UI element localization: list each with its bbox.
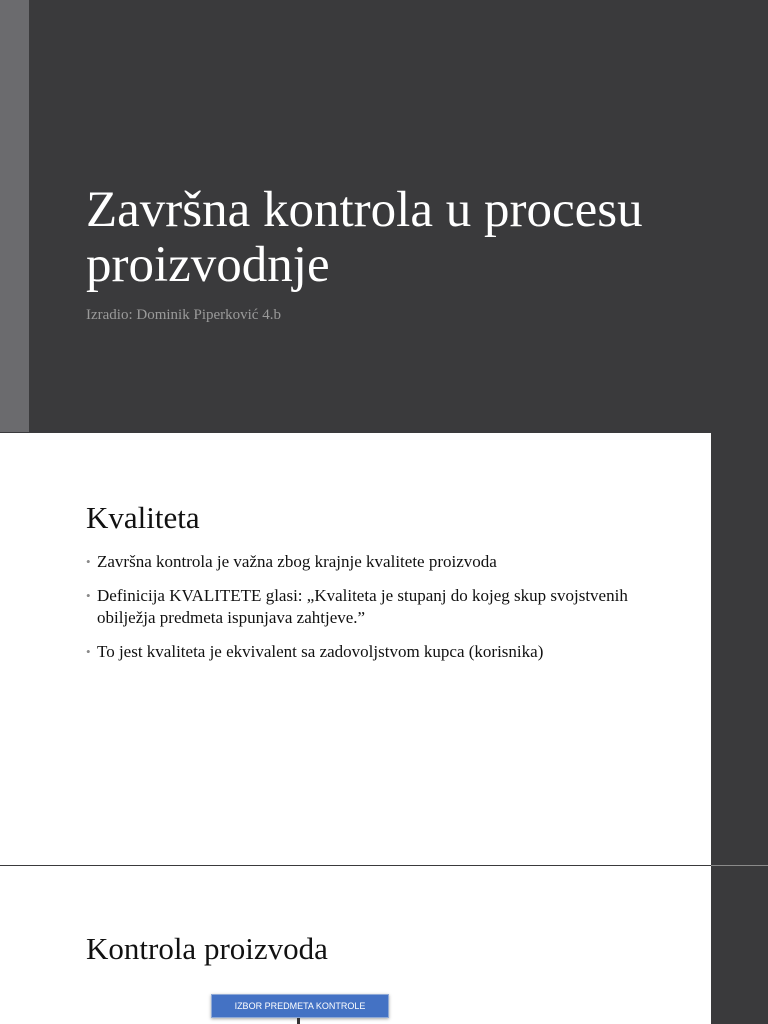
bullet-list — [86, 551, 646, 675]
bullet-item — [86, 551, 646, 573]
bullet-text: To jest kvaliteta je ekvivalent sa zadovoljstvom kupca (korisnika) — [97, 642, 544, 661]
title-slide — [0, 0, 768, 432]
diagram-connector — [297, 1018, 300, 1024]
bullet-text: Završna kontrola je važna zbog krajnje kvalitete proizvoda — [97, 552, 497, 571]
slide-subtitle: Izradio: Dominik Piperković 4.b — [86, 307, 281, 323]
slide-title: Završna kontrola u procesu proizvodnje — [86, 182, 643, 293]
bullet-text: Definicija KVALITETE glasi: „Kvaliteta je stupanj do kojeg skup svojstvenih obilježja predmeta ispunjava zahtjeve.” — [97, 586, 628, 627]
diagram-box-izbor: IZBOR PREDMETA KONTROLE — [211, 994, 389, 1018]
bullet-item — [86, 641, 646, 663]
slide-heading-kvaliteta: Kvaliteta — [86, 500, 200, 535]
quality-slide — [0, 433, 711, 865]
bullet-icon: • — [86, 644, 91, 659]
bullet-icon: • — [86, 588, 91, 603]
bullet-icon: • — [86, 554, 91, 569]
product-control-slide — [0, 866, 711, 1024]
slide-heading-kontrola: Kontrola proizvoda — [86, 931, 328, 966]
slide-divider — [711, 865, 768, 866]
bullet-item — [86, 585, 646, 629]
accent-bar — [0, 0, 29, 432]
